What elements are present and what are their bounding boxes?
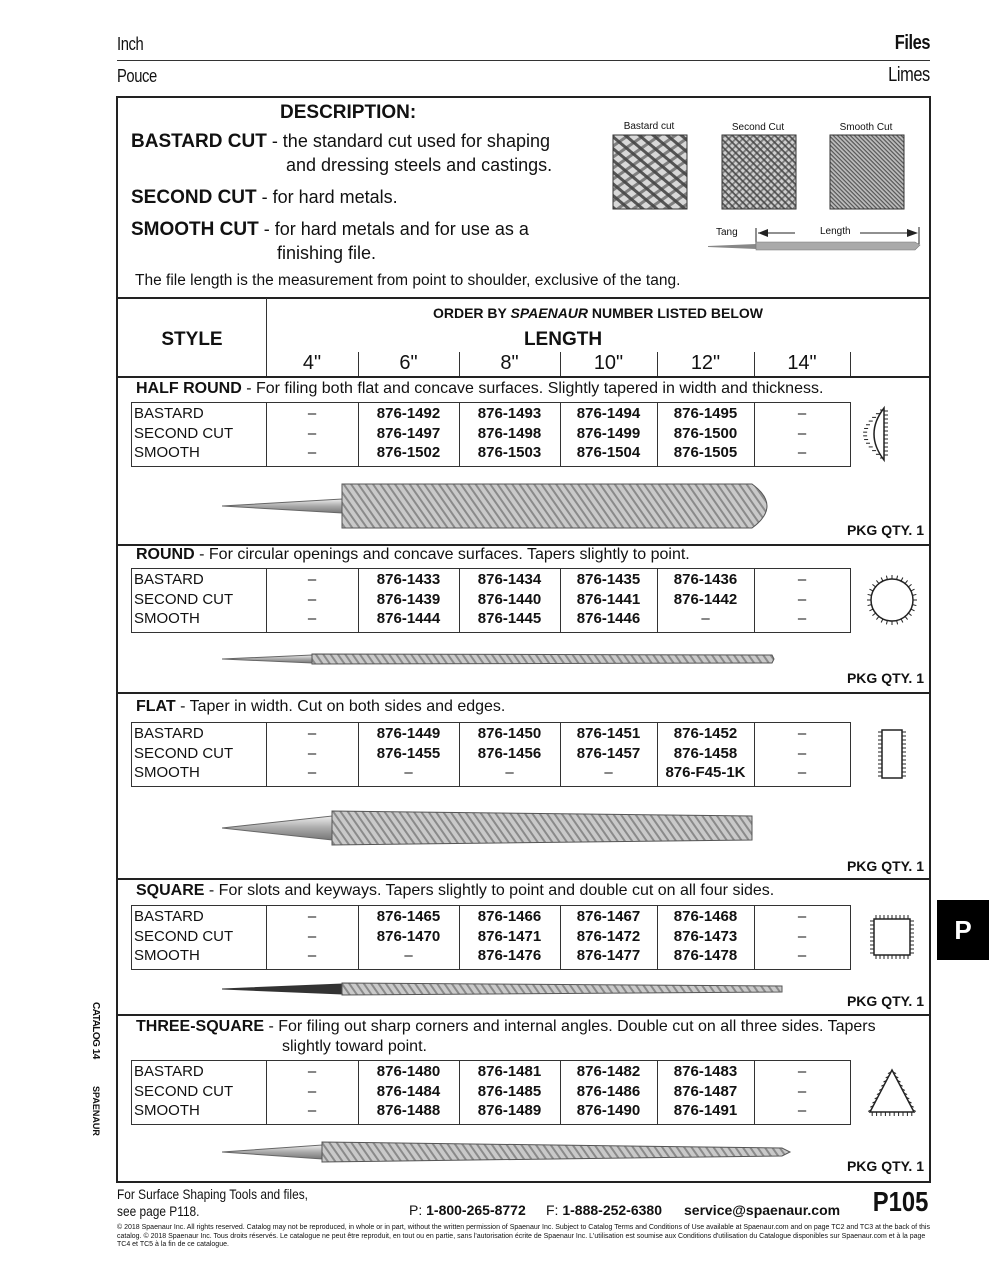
part-number[interactable]: 876-1499 (576, 424, 641, 442)
not-available: – (307, 1102, 317, 1119)
section-description: - For filing both flat and concave surfaces. Slightly tapered in width and thickness. (241, 380, 824, 397)
not-available: – (307, 744, 317, 762)
bastard-text: - the standard cut used for shaping (266, 131, 550, 151)
not-available: – (797, 590, 807, 608)
part-number[interactable]: 876-1485 (477, 1082, 542, 1100)
part-number[interactable]: 876-1504 (576, 444, 641, 461)
not-available: – (797, 444, 807, 461)
not-available: – (307, 444, 317, 461)
part-number[interactable]: 876-1444 (376, 610, 441, 627)
description-smooth-2: finishing file. (277, 243, 377, 263)
package-quantity: PKG QTY. 1 (846, 1158, 924, 1174)
not-available: – (307, 424, 317, 442)
part-number[interactable]: 876-1433 (376, 571, 441, 588)
part-number[interactable]: 876-1457 (576, 744, 641, 762)
part-number[interactable]: 876-1455 (376, 744, 441, 762)
half-round-cross-section-icon (862, 404, 922, 464)
flat-cross-section-icon (862, 724, 922, 784)
part-number[interactable]: 876-1487 (673, 1082, 738, 1100)
not-available: – (797, 908, 807, 925)
three-square-cross-section-icon (862, 1062, 922, 1122)
not-available: – (797, 744, 807, 762)
not-available: – (797, 1102, 807, 1119)
part-number[interactable]: 876-1456 (477, 744, 542, 762)
part-number[interactable]: 876-1451 (576, 725, 641, 742)
grade-label: SECOND CUT (134, 1082, 234, 1100)
part-number[interactable]: 876-1468 (673, 908, 738, 925)
part-number[interactable]: 876-1486 (576, 1082, 641, 1100)
not-available: – (307, 764, 317, 781)
part-number[interactable]: 876-1440 (477, 590, 542, 608)
round-cross-section-icon (862, 570, 922, 630)
not-available: – (307, 725, 317, 742)
not-available: – (797, 571, 807, 588)
section-name: FLAT (136, 698, 176, 715)
part-number[interactable]: 876-1484 (376, 1082, 441, 1100)
section-description: - For slots and keyways. Tapers slightly to point and double cut on all four sides. (204, 882, 775, 899)
not-available: – (797, 1063, 807, 1080)
section-divider (117, 692, 930, 694)
section-name: SQUARE (136, 882, 205, 899)
footer-email[interactable]: service@spaenaur.com (684, 1202, 841, 1218)
part-number[interactable]: 876-1493 (477, 405, 542, 422)
table-header-divider (117, 376, 930, 378)
part-number[interactable]: 876-1435 (576, 571, 641, 588)
package-quantity: PKG QTY. 1 (846, 993, 924, 1009)
not-available: – (307, 1063, 317, 1080)
package-quantity: PKG QTY. 1 (846, 858, 924, 874)
fax-number: 1-888-252-6380 (562, 1202, 662, 1218)
not-available: – (307, 610, 317, 627)
part-number[interactable]: 876-1473 (673, 927, 738, 945)
part-number[interactable]: 876-1495 (673, 405, 738, 422)
grade-label: SECOND CUT (134, 927, 234, 945)
part-number[interactable]: 876-1465 (376, 908, 441, 925)
not-available: – (404, 947, 413, 964)
not-available: – (604, 764, 613, 781)
swatch-label-smooth: Smooth Cut (839, 122, 893, 133)
grade-label: SMOOTH (134, 947, 200, 964)
part-number[interactable]: 876-1466 (477, 908, 542, 925)
square-cross-section-icon (862, 907, 922, 967)
part-number[interactable]: 876-F45-1K (665, 764, 746, 781)
page-number: P105 (872, 1186, 928, 1217)
part-number[interactable]: 876-1436 (673, 571, 738, 588)
size-14: 14" (787, 352, 817, 374)
second-text: - for hard metals. (256, 187, 398, 207)
smooth-term: SMOOTH CUT (131, 219, 259, 240)
part-number[interactable]: 876-1492 (376, 405, 441, 422)
footer-fax: F: 1-888-252-6380 (546, 1202, 662, 1218)
bastard-term: BASTARD CUT (131, 131, 267, 152)
size-4: 4" (302, 352, 322, 374)
size-sep (850, 352, 851, 377)
size-10: 10" (593, 352, 624, 374)
package-quantity: PKG QTY. 1 (846, 670, 924, 686)
size-12: 12" (690, 352, 721, 374)
grade-label: BASTARD (134, 908, 204, 925)
file-length-diagram (700, 222, 925, 262)
part-number[interactable]: 876-1480 (376, 1063, 441, 1080)
swatch-label-second: Second Cut (731, 122, 785, 133)
tang-label: Tang (716, 227, 738, 238)
part-number[interactable]: 876-1497 (376, 424, 441, 442)
size-6: 6" (399, 352, 418, 374)
part-number[interactable]: 876-1489 (477, 1102, 542, 1119)
description-smooth (131, 218, 529, 241)
swatch-label-bastard: Bastard cut (623, 121, 675, 132)
not-available: – (307, 571, 317, 588)
footer-fine-print: © 2018 Spaenaur Inc. All rights reserved. Catalog may not be reproduced, in whole or in part, without the written permission of Spaenaur Inc. Subject to Catalog Terms and Conditions of Use available at Spaenaur.com and on page TC2 and TC3 at the back of this catalog. © 2018 Spaenaur Inc. Tous droits réservés. Le catalogue ne peut être reproduit, en tout ou en partie, sans l'autorisation écrite de Spaenaur Inc. L'utilisation est soumise aux Conditions d'utilisation du Catalogue disponibles sur Spaenaur.com et à la page TC4 et TC5 à la fin de ce catalogue. (117, 1224, 930, 1248)
section-description: - Taper in width. Cut on both sides and edges. (175, 698, 506, 715)
grade-label: SMOOTH (134, 610, 200, 627)
flat-file-image (222, 808, 822, 848)
section-description: - For circular openings and concave surfaces. Tapers slightly to point. (194, 546, 690, 563)
part-number[interactable]: 876-1505 (673, 444, 738, 461)
size-sep (657, 352, 658, 377)
description-bastard-2: and dressing steels and castings. (286, 155, 553, 175)
section-title-round (136, 546, 690, 564)
part-number[interactable]: 876-1481 (477, 1063, 542, 1080)
grade-label: BASTARD (134, 571, 204, 588)
not-available: – (307, 1082, 317, 1100)
description-divider (117, 297, 930, 299)
section-title-half-round (136, 380, 823, 398)
part-number[interactable]: 876-1500 (673, 424, 738, 442)
not-available: – (307, 590, 317, 608)
not-available: – (797, 764, 807, 781)
grade-label: SECOND CUT (134, 424, 234, 442)
section-divider (117, 1014, 930, 1016)
not-available: – (797, 405, 807, 422)
length-heading: LENGTH (523, 329, 603, 350)
part-number[interactable]: 876-1452 (673, 725, 738, 742)
part-number[interactable]: 876-1491 (673, 1102, 738, 1119)
grade-label: BASTARD (134, 1063, 204, 1080)
style-heading: STYLE (161, 329, 223, 350)
section-tab-p[interactable]: P (937, 900, 989, 960)
description-title: DESCRIPTION: (280, 102, 417, 123)
side-catalog-label: CATALOG 14 (90, 1002, 101, 1059)
part-number[interactable]: 876-1450 (477, 725, 542, 742)
section-divider (117, 878, 930, 880)
three-square-file-image (222, 1134, 822, 1170)
part-number[interactable]: 876-1441 (576, 590, 641, 608)
part-number[interactable]: 876-1490 (576, 1102, 641, 1119)
header-unit-pouce: Pouce (117, 66, 157, 86)
header-rule-top (117, 60, 930, 61)
section-title-three-square (136, 1018, 876, 1036)
not-available: – (797, 725, 807, 742)
grade-label: BASTARD (134, 405, 204, 422)
section-description: - For filing out sharp corners and internal angles. Double cut on all three sides. Tapers (264, 1018, 876, 1035)
part-number[interactable]: 876-1502 (376, 444, 441, 461)
grade-label: BASTARD (134, 725, 204, 742)
section-name: HALF ROUND (136, 380, 242, 397)
not-available: – (307, 405, 317, 422)
not-available: – (307, 908, 317, 925)
order-by-heading: ORDER BY SPAENAUR NUMBER LISTED BELOW (432, 305, 764, 321)
part-number[interactable]: 876-1445 (477, 610, 542, 627)
part-number[interactable]: 876-1434 (477, 571, 542, 588)
grade-label: SMOOTH (134, 764, 200, 781)
section-description-continued: slightly toward point. (282, 1038, 427, 1055)
part-number[interactable]: 876-1449 (376, 725, 441, 742)
grade-label: SMOOTH (134, 444, 200, 461)
part-number[interactable]: 876-1478 (673, 947, 738, 964)
part-number[interactable]: 876-1446 (576, 610, 641, 627)
part-number[interactable]: 876-1477 (576, 947, 641, 964)
grade-label: SMOOTH (134, 1102, 200, 1119)
not-available: – (797, 610, 807, 627)
footer-phone: P: 1-800-265-8772 (409, 1202, 526, 1218)
part-number[interactable]: 876-1471 (477, 927, 542, 945)
section-title-flat (136, 698, 505, 716)
part-number[interactable]: 876-1439 (376, 590, 441, 608)
header-category-files: Files (894, 32, 930, 54)
header-unit-inch: Inch (117, 34, 144, 54)
footer-note-1: For Surface Shaping Tools and files, (117, 1186, 308, 1202)
part-number[interactable]: 876-1442 (673, 590, 738, 608)
not-available: – (404, 764, 413, 781)
part-number[interactable]: 876-1472 (576, 927, 641, 945)
part-number[interactable]: 876-1470 (376, 927, 441, 945)
size-sep (358, 352, 359, 377)
package-quantity: PKG QTY. 1 (846, 522, 924, 538)
half-round-file-image (222, 476, 822, 536)
size-sep (560, 352, 561, 377)
length-note: The file length is the measurement from point to shoulder, exclusive of the tang. (135, 272, 681, 289)
section-name: ROUND (136, 546, 195, 563)
size-sep (754, 352, 755, 377)
footer-note-2: see page P118. (117, 1203, 200, 1219)
part-number[interactable]: 876-1458 (673, 744, 738, 762)
swatch-smooth (830, 135, 904, 209)
second-term: SECOND CUT (131, 187, 257, 208)
part-number[interactable]: 876-1467 (576, 908, 641, 925)
length-label: Length (820, 226, 851, 237)
grade-label: SECOND CUT (134, 744, 234, 762)
part-number[interactable]: 876-1482 (576, 1063, 641, 1080)
not-available: – (701, 610, 710, 627)
brand-name: SPAENAUR (510, 305, 589, 321)
not-available: – (797, 947, 807, 964)
grade-label: SECOND CUT (134, 590, 234, 608)
description-second (131, 186, 398, 209)
section-title-square (136, 882, 774, 900)
phone-number[interactable]: 1-800-265-8772 (426, 1202, 526, 1218)
cut-swatches (612, 134, 912, 214)
size-8: 8" (500, 352, 519, 374)
part-number[interactable]: 876-1494 (576, 405, 641, 422)
square-file-image (222, 978, 822, 1000)
section-name: THREE-SQUARE (136, 1018, 265, 1035)
not-available: – (307, 927, 317, 945)
description-bastard (131, 130, 550, 153)
part-number[interactable]: 876-1498 (477, 424, 542, 442)
round-file-image (222, 644, 822, 674)
not-available: – (797, 424, 807, 442)
part-number[interactable]: 876-1503 (477, 444, 542, 461)
size-sep (459, 352, 460, 377)
part-number[interactable]: 876-1483 (673, 1063, 738, 1080)
smooth-text: - for hard metals and for use as a (258, 219, 529, 239)
header-category-limes: Limes (888, 64, 930, 86)
part-number[interactable]: 876-1488 (376, 1102, 441, 1119)
part-number[interactable]: 876-1476 (477, 947, 542, 964)
not-available: – (505, 764, 514, 781)
not-available: – (797, 1082, 807, 1100)
not-available: – (797, 927, 807, 945)
side-brand-label: SPAENAUR (91, 1086, 101, 1136)
not-available: – (307, 947, 317, 964)
